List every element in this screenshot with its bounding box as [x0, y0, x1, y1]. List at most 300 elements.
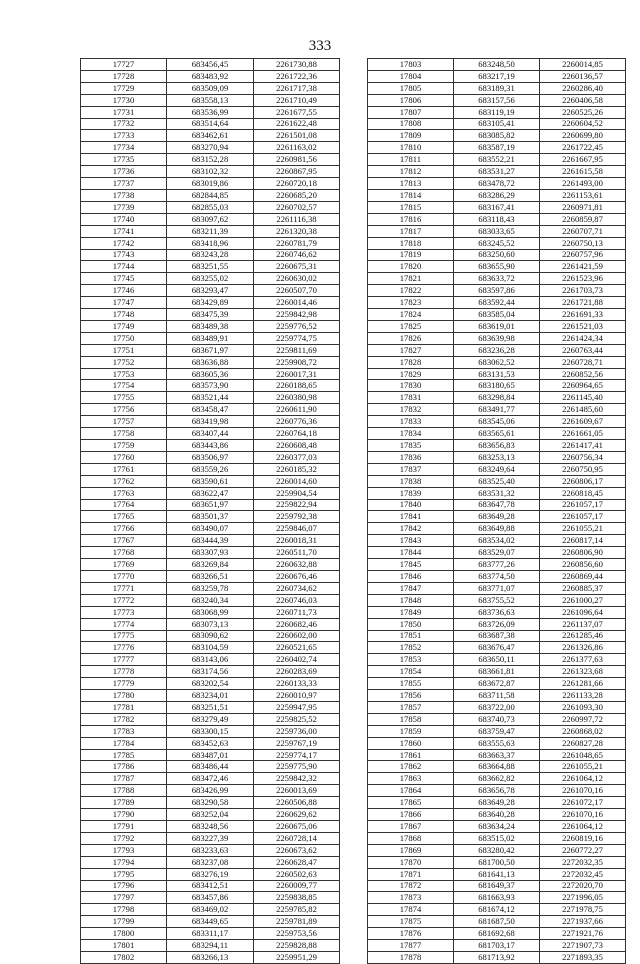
x-coordinate-cell: 683249,64 — [454, 463, 540, 475]
table-row — [368, 559, 626, 571]
point-number-cell: 17798 — [81, 904, 167, 916]
y-coordinate-cell: 2260685,20 — [254, 189, 340, 201]
point-number-cell: 17776 — [81, 642, 167, 654]
x-coordinate-cell: 683664,88 — [454, 761, 540, 773]
point-number-cell: 17800 — [81, 928, 167, 940]
x-coordinate-cell: 683491,77 — [454, 404, 540, 416]
table-row — [368, 582, 626, 594]
table-row — [368, 749, 626, 761]
x-coordinate-cell: 683217,19 — [454, 70, 540, 82]
table-row — [368, 463, 626, 475]
point-number-cell: 17749 — [81, 320, 167, 332]
table-row — [368, 868, 626, 880]
y-coordinate-cell: 2261703,73 — [540, 285, 626, 297]
x-coordinate-cell: 683672,87 — [454, 678, 540, 690]
y-coordinate-cell: 2260819,16 — [540, 832, 626, 844]
x-coordinate-cell: 683062,52 — [454, 356, 540, 368]
x-coordinate-cell: 683152,28 — [167, 154, 254, 166]
x-coordinate-cell: 683189,31 — [454, 82, 540, 94]
table-row — [368, 594, 626, 606]
y-coordinate-cell: 2260971,81 — [540, 201, 626, 213]
y-coordinate-cell: 2260675,06 — [254, 821, 340, 833]
point-number-cell: 17827 — [368, 344, 454, 356]
y-coordinate-cell: 2260728,14 — [254, 832, 340, 844]
table-row — [81, 475, 340, 487]
y-coordinate-cell: 2260676,46 — [254, 570, 340, 582]
y-coordinate-cell: 2259767,19 — [254, 737, 340, 749]
x-coordinate-cell: 683619,01 — [454, 320, 540, 332]
point-number-cell: 17731 — [81, 106, 167, 118]
point-number-cell: 17875 — [368, 916, 454, 928]
y-coordinate-cell: 2271996,05 — [540, 892, 626, 904]
point-number-cell: 17818 — [368, 237, 454, 249]
point-number-cell: 17817 — [368, 225, 454, 237]
table-row — [368, 856, 626, 868]
point-number-cell: 17850 — [368, 618, 454, 630]
table-row — [368, 440, 626, 452]
x-coordinate-cell: 683661,81 — [454, 666, 540, 678]
point-number-cell: 17786 — [81, 761, 167, 773]
table-row — [368, 892, 626, 904]
table-row — [81, 701, 340, 713]
table-row — [81, 559, 340, 571]
y-coordinate-cell: 2261093,30 — [540, 701, 626, 713]
x-coordinate-cell: 683294,11 — [167, 940, 254, 952]
y-coordinate-cell: 2261677,55 — [254, 106, 340, 118]
x-coordinate-cell: 683418,96 — [167, 237, 254, 249]
point-number-cell: 17801 — [81, 940, 167, 952]
y-coordinate-cell: 2260611,90 — [254, 404, 340, 416]
point-number-cell: 17737 — [81, 178, 167, 190]
y-coordinate-cell: 2261096,64 — [540, 606, 626, 618]
point-number-cell: 17833 — [368, 416, 454, 428]
x-coordinate-cell: 683180,65 — [454, 380, 540, 392]
y-coordinate-cell: 2261521,03 — [540, 320, 626, 332]
table-row — [368, 570, 626, 582]
x-coordinate-cell: 683104,59 — [167, 642, 254, 654]
x-coordinate-cell: 683233,63 — [167, 844, 254, 856]
point-number-cell: 17758 — [81, 428, 167, 440]
y-coordinate-cell: 2260964,65 — [540, 380, 626, 392]
x-coordinate-cell: 681687,50 — [454, 916, 540, 928]
table-row — [368, 106, 626, 118]
y-coordinate-cell: 2261057,17 — [540, 499, 626, 511]
table-row — [81, 261, 340, 273]
table-row — [368, 118, 626, 130]
point-number-cell: 17860 — [368, 737, 454, 749]
table-row — [81, 547, 340, 559]
y-coordinate-cell: 2261055,21 — [540, 523, 626, 535]
y-coordinate-cell: 2259842,32 — [254, 773, 340, 785]
x-coordinate-cell: 683726,09 — [454, 618, 540, 630]
y-coordinate-cell: 2259736,00 — [254, 725, 340, 737]
x-coordinate-cell: 683266,13 — [167, 951, 254, 963]
table-row — [81, 773, 340, 785]
table-row — [368, 94, 626, 106]
coordinates-table-right — [367, 58, 626, 964]
y-coordinate-cell: 2261281,66 — [540, 678, 626, 690]
x-coordinate-cell: 683253,13 — [454, 451, 540, 463]
point-number-cell: 17809 — [368, 130, 454, 142]
x-coordinate-cell: 683211,39 — [167, 225, 254, 237]
point-number-cell: 17878 — [368, 951, 454, 963]
point-number-cell: 17849 — [368, 606, 454, 618]
table-row — [368, 951, 626, 963]
point-number-cell: 17811 — [368, 154, 454, 166]
point-number-cell: 17834 — [368, 428, 454, 440]
y-coordinate-cell: 2261421,59 — [540, 261, 626, 273]
point-number-cell: 17852 — [368, 642, 454, 654]
x-coordinate-cell: 683478,72 — [454, 178, 540, 190]
y-coordinate-cell: 2261145,40 — [540, 392, 626, 404]
table-row — [81, 189, 340, 201]
point-number-cell: 17783 — [81, 725, 167, 737]
table-row — [81, 82, 340, 94]
x-coordinate-cell: 683102,32 — [167, 166, 254, 178]
y-coordinate-cell: 2260136,57 — [540, 70, 626, 82]
x-coordinate-cell: 683157,56 — [454, 94, 540, 106]
x-coordinate-cell: 683119,19 — [454, 106, 540, 118]
table-row — [368, 904, 626, 916]
point-number-cell: 17777 — [81, 654, 167, 666]
table-row — [81, 404, 340, 416]
point-number-cell: 17805 — [368, 82, 454, 94]
table-row — [368, 166, 626, 178]
point-number-cell: 17768 — [81, 547, 167, 559]
point-number-cell: 17841 — [368, 511, 454, 523]
table-row — [81, 118, 340, 130]
table-row — [81, 678, 340, 690]
x-coordinate-cell: 683457,86 — [167, 892, 254, 904]
table-row — [81, 273, 340, 285]
y-coordinate-cell: 2260720,18 — [254, 178, 340, 190]
x-coordinate-cell: 683656,78 — [454, 785, 540, 797]
table-row — [81, 225, 340, 237]
table-row — [368, 761, 626, 773]
table-row — [368, 606, 626, 618]
x-coordinate-cell: 683143,06 — [167, 654, 254, 666]
table-row — [81, 213, 340, 225]
point-number-cell: 17765 — [81, 511, 167, 523]
table-row — [81, 797, 340, 809]
table-row — [368, 249, 626, 261]
y-coordinate-cell: 2260756,34 — [540, 451, 626, 463]
table-row — [81, 523, 340, 535]
point-number-cell: 17806 — [368, 94, 454, 106]
point-number-cell: 17746 — [81, 285, 167, 297]
x-coordinate-cell: 683486,44 — [167, 761, 254, 773]
x-coordinate-cell: 683663,37 — [454, 749, 540, 761]
point-number-cell: 17873 — [368, 892, 454, 904]
table-row — [368, 832, 626, 844]
y-coordinate-cell: 2259951,29 — [254, 951, 340, 963]
x-coordinate-cell: 683759,47 — [454, 725, 540, 737]
table-row — [81, 59, 340, 71]
point-number-cell: 17868 — [368, 832, 454, 844]
point-number-cell: 17757 — [81, 416, 167, 428]
table-row — [81, 594, 340, 606]
table-row — [81, 666, 340, 678]
x-coordinate-cell: 683656,83 — [454, 440, 540, 452]
x-coordinate-cell: 683722,00 — [454, 701, 540, 713]
y-coordinate-cell: 2261721,88 — [540, 297, 626, 309]
y-coordinate-cell: 2259775,90 — [254, 761, 340, 773]
table-row — [81, 416, 340, 428]
table-row — [368, 618, 626, 630]
x-coordinate-cell: 683429,89 — [167, 297, 254, 309]
point-number-cell: 17867 — [368, 821, 454, 833]
point-number-cell: 17738 — [81, 189, 167, 201]
y-coordinate-cell: 2260852,56 — [540, 368, 626, 380]
x-coordinate-cell: 683270,94 — [167, 142, 254, 154]
x-coordinate-cell: 683483,92 — [167, 70, 254, 82]
point-number-cell: 17819 — [368, 249, 454, 261]
x-coordinate-cell: 683531,27 — [454, 166, 540, 178]
table-row — [81, 392, 340, 404]
y-coordinate-cell: 2260806,17 — [540, 475, 626, 487]
x-coordinate-cell: 683443,86 — [167, 440, 254, 452]
x-coordinate-cell: 681649,37 — [454, 880, 540, 892]
y-coordinate-cell: 2261661,05 — [540, 428, 626, 440]
table-row — [81, 106, 340, 118]
point-number-cell: 17736 — [81, 166, 167, 178]
point-number-cell: 17823 — [368, 297, 454, 309]
x-coordinate-cell: 682844,85 — [167, 189, 254, 201]
y-coordinate-cell: 2260885,37 — [540, 582, 626, 594]
table-row — [368, 130, 626, 142]
x-coordinate-cell: 683509,09 — [167, 82, 254, 94]
point-number-cell: 17836 — [368, 451, 454, 463]
table-row — [81, 201, 340, 213]
x-coordinate-cell: 683073,13 — [167, 618, 254, 630]
x-coordinate-cell: 683650,11 — [454, 654, 540, 666]
table-row — [368, 928, 626, 940]
table-row — [368, 237, 626, 249]
y-coordinate-cell: 2261523,96 — [540, 273, 626, 285]
point-number-cell: 17782 — [81, 713, 167, 725]
point-number-cell: 17788 — [81, 785, 167, 797]
point-number-cell: 17747 — [81, 297, 167, 309]
y-coordinate-cell: 2260502,63 — [254, 868, 340, 880]
point-number-cell: 17763 — [81, 487, 167, 499]
x-coordinate-cell: 683771,07 — [454, 582, 540, 594]
y-coordinate-cell: 2260009,77 — [254, 880, 340, 892]
y-coordinate-cell: 2260859,87 — [540, 213, 626, 225]
x-coordinate-cell: 683590,61 — [167, 475, 254, 487]
point-number-cell: 17797 — [81, 892, 167, 904]
x-coordinate-cell: 683452,63 — [167, 737, 254, 749]
y-coordinate-cell: 2261615,58 — [540, 166, 626, 178]
x-coordinate-cell: 683534,02 — [454, 535, 540, 547]
point-number-cell: 17784 — [81, 737, 167, 749]
table-row — [368, 356, 626, 368]
point-number-cell: 17748 — [81, 309, 167, 321]
y-coordinate-cell: 2260763,44 — [540, 344, 626, 356]
y-coordinate-cell: 2259842,98 — [254, 309, 340, 321]
table-row — [81, 904, 340, 916]
x-coordinate-cell: 683276,19 — [167, 868, 254, 880]
x-coordinate-cell: 683300,15 — [167, 725, 254, 737]
table-row — [368, 285, 626, 297]
x-coordinate-cell: 683090,62 — [167, 630, 254, 642]
x-coordinate-cell: 683622,47 — [167, 487, 254, 499]
y-coordinate-cell: 2259774,17 — [254, 749, 340, 761]
x-coordinate-cell: 683250,60 — [454, 249, 540, 261]
table-row — [368, 916, 626, 928]
y-coordinate-cell: 2261116,38 — [254, 213, 340, 225]
x-coordinate-cell: 683649,88 — [454, 523, 540, 535]
x-coordinate-cell: 683740,73 — [454, 713, 540, 725]
y-coordinate-cell: 2261710,49 — [254, 94, 340, 106]
table-row — [368, 713, 626, 725]
x-coordinate-cell: 683514,64 — [167, 118, 254, 130]
x-coordinate-cell: 683565,61 — [454, 428, 540, 440]
table-row — [81, 868, 340, 880]
y-coordinate-cell: 2260757,96 — [540, 249, 626, 261]
y-coordinate-cell: 2260188,65 — [254, 380, 340, 392]
y-coordinate-cell: 2260185,32 — [254, 463, 340, 475]
x-coordinate-cell: 683019,86 — [167, 178, 254, 190]
x-coordinate-cell: 683269,84 — [167, 559, 254, 571]
table-row — [368, 785, 626, 797]
table-row — [81, 428, 340, 440]
table-row — [81, 916, 340, 928]
table-row — [368, 535, 626, 547]
table-row — [368, 880, 626, 892]
point-number-cell: 17830 — [368, 380, 454, 392]
x-coordinate-cell: 683286,29 — [454, 189, 540, 201]
x-coordinate-cell: 683634,24 — [454, 821, 540, 833]
x-coordinate-cell: 683236,28 — [454, 344, 540, 356]
y-coordinate-cell: 2260602,00 — [254, 630, 340, 642]
x-coordinate-cell: 683506,97 — [167, 451, 254, 463]
table-row — [368, 297, 626, 309]
point-number-cell: 17856 — [368, 690, 454, 702]
x-coordinate-cell: 683555,63 — [454, 737, 540, 749]
y-coordinate-cell: 2260014,60 — [254, 475, 340, 487]
table-row — [368, 773, 626, 785]
table-row — [81, 368, 340, 380]
y-coordinate-cell: 2261493,00 — [540, 178, 626, 190]
y-coordinate-cell: 2261163,02 — [254, 142, 340, 154]
table-row — [81, 844, 340, 856]
point-number-cell: 17733 — [81, 130, 167, 142]
point-number-cell: 17745 — [81, 273, 167, 285]
y-coordinate-cell: 2261691,33 — [540, 309, 626, 321]
y-coordinate-cell: 2261055,21 — [540, 761, 626, 773]
y-coordinate-cell: 2272020,70 — [540, 880, 626, 892]
x-coordinate-cell: 683536,99 — [167, 106, 254, 118]
point-number-cell: 17877 — [368, 940, 454, 952]
table-row — [81, 570, 340, 582]
point-number-cell: 17807 — [368, 106, 454, 118]
y-coordinate-cell: 2259785,82 — [254, 904, 340, 916]
y-coordinate-cell: 2260997,72 — [540, 713, 626, 725]
point-number-cell: 17839 — [368, 487, 454, 499]
point-number-cell: 17770 — [81, 570, 167, 582]
point-number-cell: 17855 — [368, 678, 454, 690]
y-coordinate-cell: 2260018,31 — [254, 535, 340, 547]
x-coordinate-cell: 683248,50 — [454, 59, 540, 71]
table-row — [368, 737, 626, 749]
x-coordinate-cell: 683469,02 — [167, 904, 254, 916]
y-coordinate-cell: 2260806,90 — [540, 547, 626, 559]
y-coordinate-cell: 2260014,46 — [254, 297, 340, 309]
point-number-cell: 17874 — [368, 904, 454, 916]
y-coordinate-cell: 2260014,85 — [540, 59, 626, 71]
table-row — [81, 380, 340, 392]
y-coordinate-cell: 2260630,02 — [254, 273, 340, 285]
x-coordinate-cell: 683259,78 — [167, 582, 254, 594]
table-row — [81, 642, 340, 654]
table-row — [368, 428, 626, 440]
table-row — [81, 940, 340, 952]
x-coordinate-cell: 683118,43 — [454, 213, 540, 225]
y-coordinate-cell: 2261285,46 — [540, 630, 626, 642]
point-number-cell: 17832 — [368, 404, 454, 416]
table-row — [368, 666, 626, 678]
point-number-cell: 17793 — [81, 844, 167, 856]
table-row — [368, 309, 626, 321]
point-number-cell: 17751 — [81, 344, 167, 356]
x-coordinate-cell: 681700,50 — [454, 856, 540, 868]
x-coordinate-cell: 683475,39 — [167, 309, 254, 321]
x-coordinate-cell: 683426,99 — [167, 785, 254, 797]
table-row — [368, 475, 626, 487]
table-row — [81, 451, 340, 463]
y-coordinate-cell: 2261424,34 — [540, 332, 626, 344]
x-coordinate-cell: 683489,91 — [167, 332, 254, 344]
point-number-cell: 17727 — [81, 59, 167, 71]
table-row — [81, 725, 340, 737]
table-row — [81, 309, 340, 321]
y-coordinate-cell: 2261622,48 — [254, 118, 340, 130]
point-number-cell: 17870 — [368, 856, 454, 868]
x-coordinate-cell: 683777,26 — [454, 559, 540, 571]
y-coordinate-cell: 2261064,12 — [540, 773, 626, 785]
x-coordinate-cell: 683290,58 — [167, 797, 254, 809]
x-coordinate-cell: 683662,82 — [454, 773, 540, 785]
y-coordinate-cell: 2260506,88 — [254, 797, 340, 809]
table-row — [368, 451, 626, 463]
table-row — [81, 761, 340, 773]
y-coordinate-cell: 2260521,65 — [254, 642, 340, 654]
x-coordinate-cell: 683279,49 — [167, 713, 254, 725]
y-coordinate-cell: 2260682,46 — [254, 618, 340, 630]
point-number-cell: 17859 — [368, 725, 454, 737]
y-coordinate-cell: 2271978,75 — [540, 904, 626, 916]
point-number-cell: 17847 — [368, 582, 454, 594]
point-number-cell: 17741 — [81, 225, 167, 237]
x-coordinate-cell: 683605,36 — [167, 368, 254, 380]
table-row — [81, 880, 340, 892]
point-number-cell: 17812 — [368, 166, 454, 178]
table-row — [368, 178, 626, 190]
table-row — [81, 690, 340, 702]
x-coordinate-cell: 683248,56 — [167, 821, 254, 833]
point-number-cell: 17844 — [368, 547, 454, 559]
y-coordinate-cell: 2261326,86 — [540, 642, 626, 654]
y-coordinate-cell: 2261057,17 — [540, 511, 626, 523]
x-coordinate-cell: 683487,01 — [167, 749, 254, 761]
x-coordinate-cell: 683636,88 — [167, 356, 254, 368]
point-number-cell: 17876 — [368, 928, 454, 940]
x-coordinate-cell: 683307,93 — [167, 547, 254, 559]
table-row — [81, 249, 340, 261]
x-coordinate-cell: 683280,42 — [454, 844, 540, 856]
x-coordinate-cell: 683501,37 — [167, 511, 254, 523]
point-number-cell: 17728 — [81, 70, 167, 82]
